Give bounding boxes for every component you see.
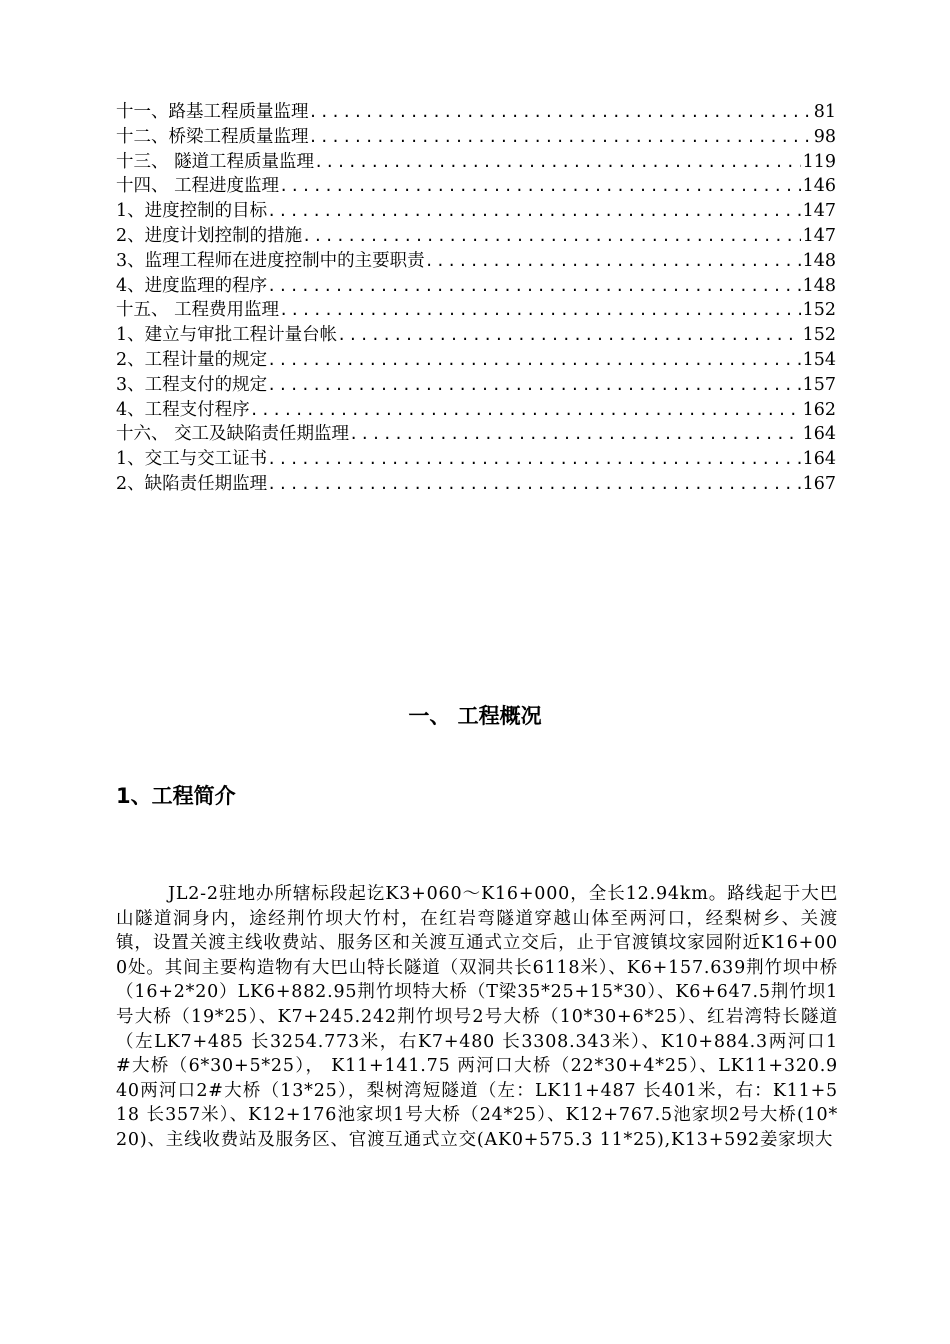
toc-entry-label: 2、进度计划控制的措施 [116, 225, 303, 246]
toc-entry[interactable] [116, 298, 836, 323]
table-of-contents [116, 100, 836, 497]
toc-entry[interactable] [116, 100, 836, 125]
toc-entry-label: 2、工程计量的规定 [116, 349, 268, 370]
toc-entry-label: 4、工程支付程序 [116, 399, 250, 420]
toc-entry[interactable] [116, 422, 836, 447]
toc-entry[interactable] [116, 447, 836, 472]
toc-entry[interactable] [116, 472, 836, 497]
toc-leader-dots [267, 447, 800, 472]
toc-entry-page: 164 [802, 449, 836, 470]
toc-entry-label: 十四、 工程进度监理 [116, 176, 280, 197]
toc-leader-dots [309, 125, 812, 150]
toc-entry-page: 98 [813, 126, 836, 147]
toc-leader-dots [267, 199, 800, 224]
toc-entry[interactable] [116, 274, 836, 299]
toc-entry-label: 2、缺陷责任期监理 [116, 473, 268, 494]
toc-entry-page: 119 [802, 151, 836, 172]
toc-entry-page: 147 [802, 225, 836, 246]
toc-entry-label: 十一、路基工程质量监理 [116, 102, 309, 122]
toc-entry[interactable] [116, 398, 836, 423]
body-paragraph: JL2-2驻地办所辖标段起讫K3+060～K16+000，全长12.94km。路线起于大巴山隧道洞身内，途经荆竹坝大竹村，在红岩弯隧道穿越山体至两河口，经梨树乡、关渡镇，设置关渡主线收费站、服务区和关渡互通式立交后，止于官渡镇坟家园附近K16+000处。其间主要构造物有大巴山特长隧道（双洞共长6118米）、K6+157.639荆竹坝中桥（16+2*20）LK6+882.95荆竹坝特大桥（T梁35*25+15*30）、K6+647.5荆竹坝1号大桥（19*25）、K7+245.242荆竹坝号2号大桥（10*30+6*25）、红岩湾特长隧道（左LK7+485 长3254.773米，右K7+480 长3308.343米）、K10+884.3两河口1#大桥（6*30+5*25）， K11+141.75 两河口大桥（22*30+4*25）、LK11+320.940两河口2#大桥（13*25），梨树湾短隧道（左：LK11+487 长401米，右：K11+518 长357米）、K12+176池家坝1号大桥（24*25）、K12+767.5池家坝2号大桥(10*20)、主线收费站及服务区、官渡互通式立交(AK0+575.3 11*25),K13+592姜家坝大 [116, 884, 838, 1150]
toc-leader-dots [302, 224, 800, 249]
toc-entry[interactable] [116, 373, 836, 398]
toc-entry-page: 148 [802, 250, 836, 271]
toc-entry-page: 167 [802, 473, 836, 494]
toc-leader-dots [267, 274, 800, 299]
toc-entry-page: 148 [802, 275, 836, 296]
toc-leader-dots [309, 100, 812, 125]
toc-entry-label: 1、进度控制的目标 [116, 201, 268, 222]
toc-leader-dots [267, 373, 800, 398]
toc-leader-dots [279, 174, 801, 199]
toc-leader-dots [267, 472, 800, 497]
toc-leader-dots [425, 249, 801, 274]
toc-entry[interactable] [116, 348, 836, 373]
toc-entry[interactable] [116, 249, 836, 274]
toc-entry-page: 147 [802, 201, 836, 222]
toc-entry-label: 十五、 工程费用监理 [116, 300, 280, 321]
toc-leader-dots [314, 150, 801, 175]
toc-entry-page: 157 [802, 374, 836, 395]
toc-leader-dots [267, 348, 800, 373]
toc-entry[interactable] [116, 224, 836, 249]
toc-entry[interactable] [116, 199, 836, 224]
toc-entry-label: 3、工程支付的规定 [116, 374, 268, 395]
toc-entry-label: 4、进度监理的程序 [116, 275, 268, 296]
toc-entry[interactable] [116, 150, 836, 175]
toc-entry-page: 162 [802, 399, 836, 420]
toc-entry-label: 3、监理工程师在进度控制中的主要职责 [116, 250, 425, 271]
toc-entry-page: 152 [802, 300, 836, 321]
toc-entry-page: 146 [802, 176, 836, 197]
toc-leader-dots [349, 422, 801, 447]
toc-entry[interactable] [116, 174, 836, 199]
toc-entry-label: 1、交工与交工证书 [116, 449, 268, 470]
toc-entry-label: 十六、 交工及缺陷责任期监理 [116, 424, 350, 445]
toc-entry-page: 152 [802, 325, 836, 346]
toc-entry-page: 81 [813, 102, 836, 122]
toc-leader-dots [250, 398, 801, 423]
toc-entry[interactable] [116, 125, 836, 150]
subsection-heading: 1、工程简介 [116, 784, 236, 808]
section-heading: 一、 工程概况 [408, 704, 542, 728]
toc-entry-label: 1、建立与审批工程计量台帐 [116, 325, 338, 346]
toc-entry-label: 十三、 隧道工程质量监理 [116, 151, 315, 172]
toc-leader-dots [279, 298, 801, 323]
toc-entry-page: 154 [802, 349, 836, 370]
toc-entry-page: 164 [802, 424, 836, 445]
toc-leader-dots [337, 323, 800, 348]
toc-entry[interactable] [116, 323, 836, 348]
toc-entry-label: 十二、桥梁工程质量监理 [116, 126, 309, 147]
